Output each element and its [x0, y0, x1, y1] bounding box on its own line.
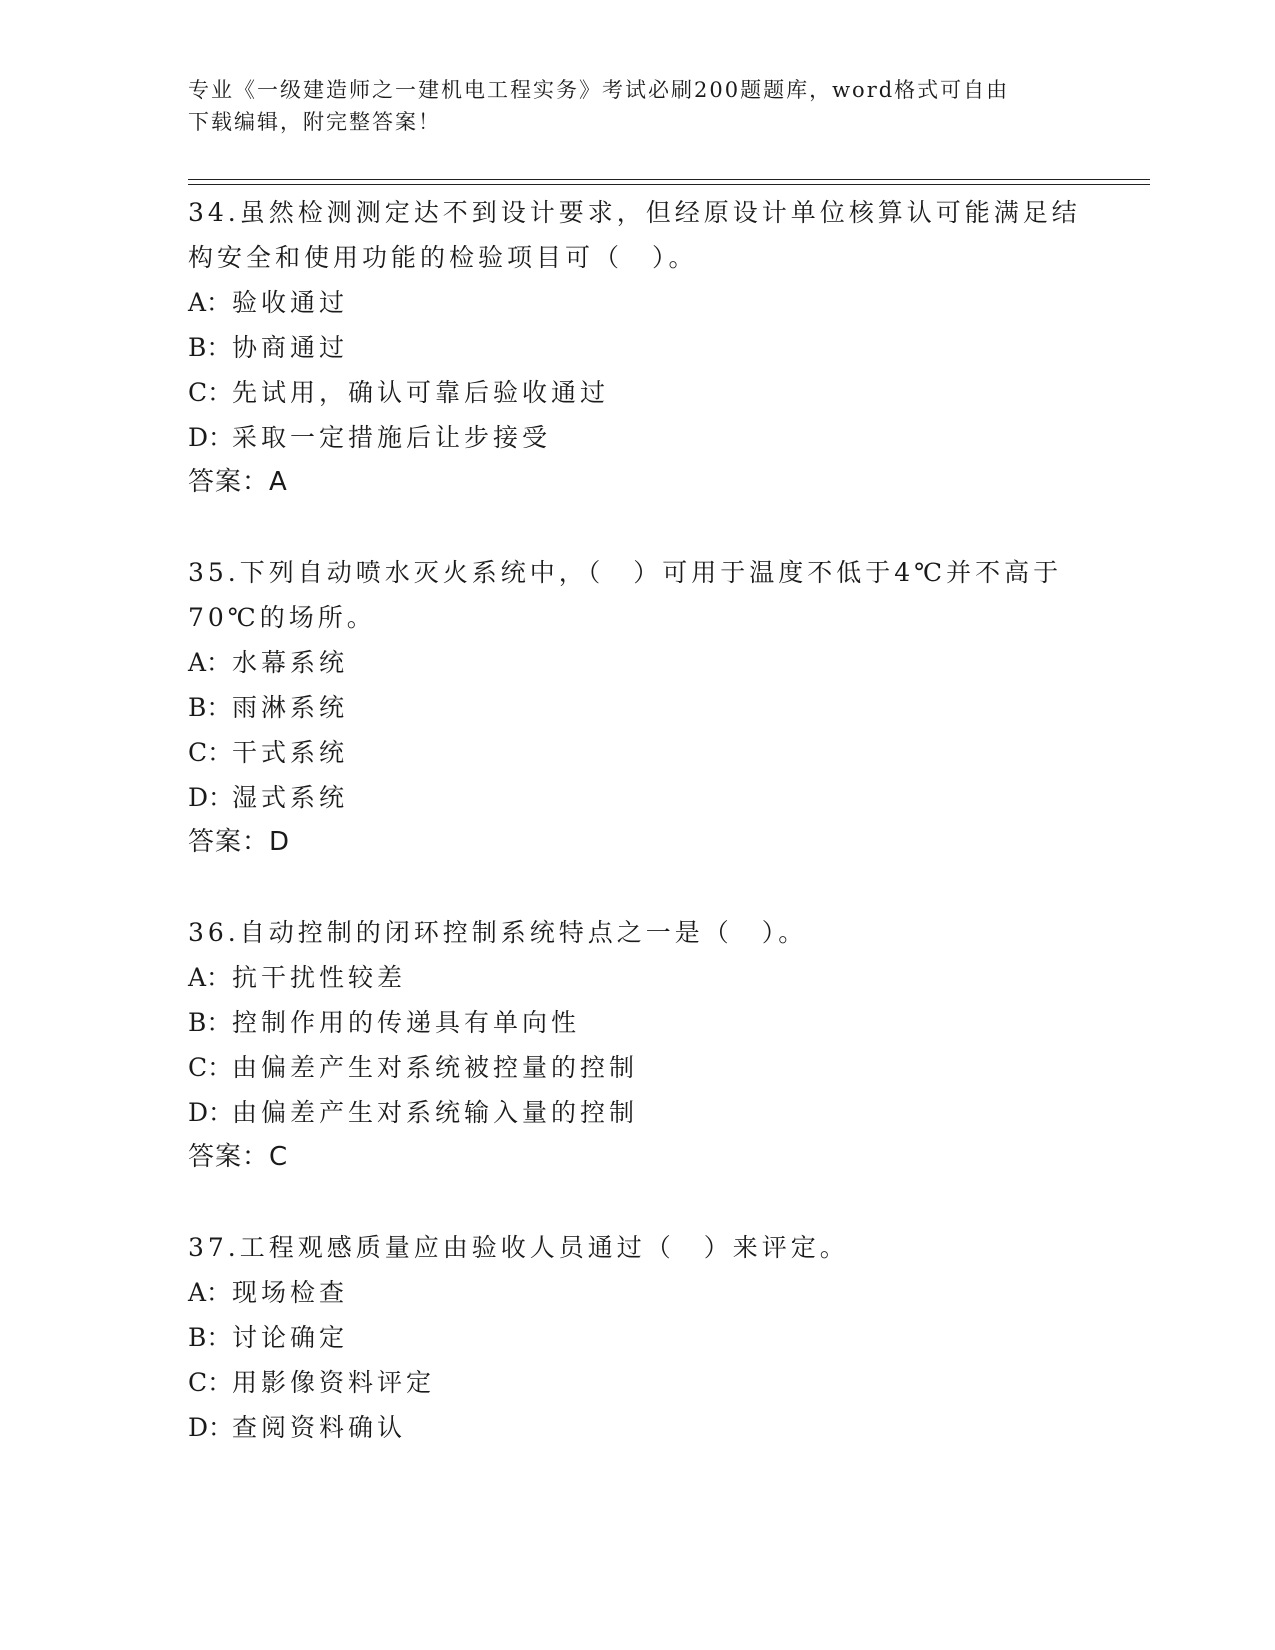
option-text: 由偏差产生对系统被控量的控制: [232, 1053, 639, 1082]
option-b: [188, 1000, 1088, 1045]
option-key: C：: [188, 1053, 233, 1082]
question-stem-line: 36.自动控制的闭环控制系统特点之一是（ ）。: [188, 918, 808, 947]
question-stem-line: 37.工程观感质量应由验收人员通过（ ）来评定。: [188, 1233, 849, 1262]
answer-label: 答案：D: [188, 827, 291, 857]
option-key: C：: [188, 738, 233, 767]
option-text: 由偏差产生对系统输入量的控制: [232, 1098, 639, 1127]
question-stem-line: 构安全和使用功能的检验项目可（ ）。: [188, 243, 698, 272]
option-text: 协商通过: [232, 333, 349, 362]
option-a: [188, 280, 1088, 325]
option-b: [188, 685, 1088, 730]
question-34: [188, 190, 1088, 505]
option-key: B：: [188, 333, 232, 362]
option-b: [188, 325, 1088, 370]
question-stem-line: 70℃的场所。: [188, 603, 376, 632]
option-text: 控制作用的传递具有单向性: [232, 1008, 581, 1037]
option-key: A：: [188, 1278, 232, 1307]
header-line-1: 专业《一级建造师之一建机电工程实务》考试必刷200题题库，word格式可自由: [188, 78, 1010, 102]
option-text: 水幕系统: [232, 648, 349, 677]
option-d: [188, 415, 1088, 460]
option-a: [188, 640, 1088, 685]
option-key: D：: [188, 1413, 234, 1442]
option-c: [188, 370, 1088, 415]
option-text: 现场检查: [232, 1278, 349, 1307]
option-key: A：: [188, 648, 232, 677]
option-text: 查阅资料确认: [232, 1413, 407, 1442]
option-c: [188, 1360, 1088, 1405]
answer-label: 答案：C: [188, 1142, 289, 1172]
option-c: [188, 1045, 1088, 1090]
option-text: 干式系统: [232, 738, 349, 767]
option-key: D：: [188, 783, 234, 812]
header-divider-bottom: [188, 184, 1150, 185]
document-header: [188, 74, 1088, 138]
option-d: [188, 1405, 1088, 1450]
option-key: B：: [188, 693, 232, 722]
option-text: 湿式系统: [232, 783, 349, 812]
option-c: [188, 730, 1088, 775]
option-text: 雨淋系统: [232, 693, 349, 722]
question-37: [188, 1225, 1088, 1450]
option-key: B：: [188, 1323, 232, 1352]
option-key: C：: [188, 378, 233, 407]
option-b: [188, 1315, 1088, 1360]
option-a: [188, 955, 1088, 1000]
option-text: 用影像资料评定: [232, 1368, 436, 1397]
option-text: 采取一定措施后让步接受: [232, 423, 552, 452]
option-text: 验收通过: [232, 288, 349, 317]
option-d: [188, 1090, 1088, 1135]
option-text: 讨论确定: [232, 1323, 349, 1352]
option-key: B：: [188, 1008, 232, 1037]
option-text: 先试用，确认可靠后验收通过: [232, 378, 610, 407]
question-36: [188, 910, 1088, 1180]
option-key: D：: [188, 1098, 234, 1127]
option-key: D：: [188, 423, 234, 452]
question-35: [188, 550, 1088, 865]
question-stem-line: 35.下列自动喷水灭火系统中，（ ）可用于温度不低于4℃并不高于: [188, 558, 1063, 587]
option-key: A：: [188, 288, 232, 317]
option-key: C：: [188, 1368, 233, 1397]
header-line-2: 下载编辑，附完整答案！: [188, 110, 441, 134]
option-a: [188, 1270, 1088, 1315]
option-text: 抗干扰性较差: [232, 963, 407, 992]
option-d: [188, 775, 1088, 820]
question-list: [188, 190, 1088, 1495]
question-stem-line: 34.虽然检测测定达不到设计要求，但经原设计单位核算认可能满足结: [188, 198, 1081, 227]
answer-label: 答案：A: [188, 467, 288, 497]
option-key: A：: [188, 963, 232, 992]
header-divider-top: [188, 179, 1150, 180]
